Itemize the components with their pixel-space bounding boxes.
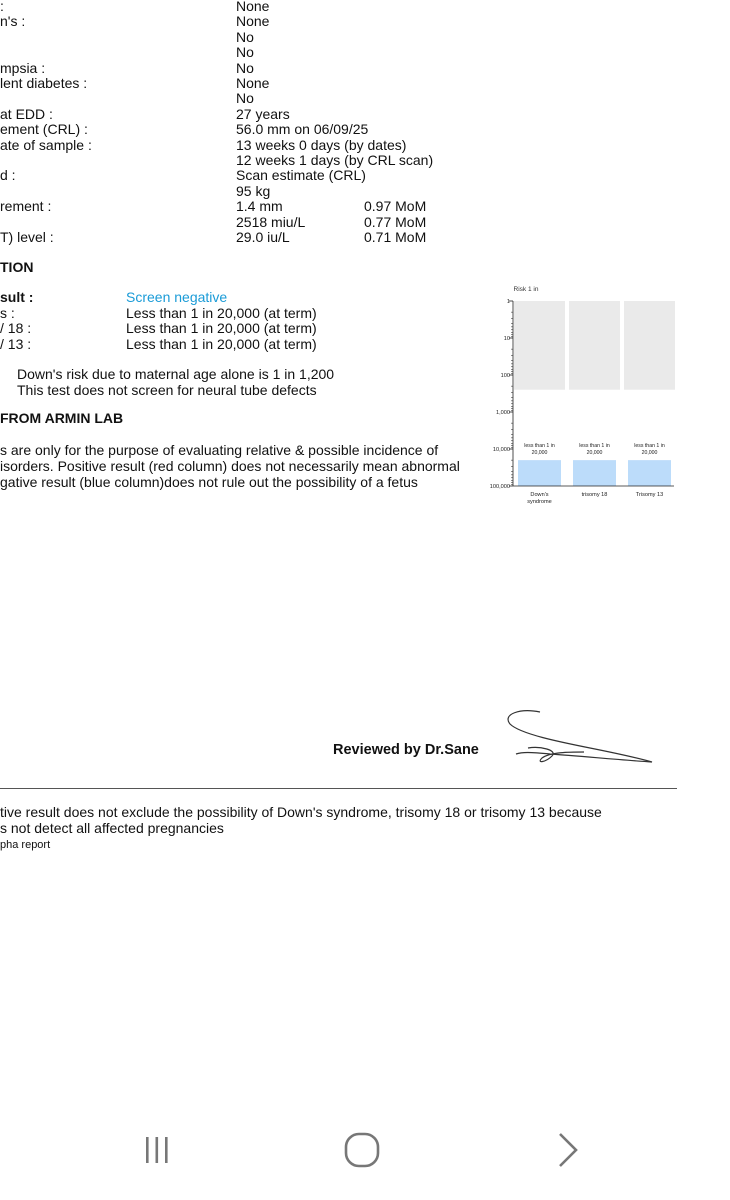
- y-tick-label: 10: [503, 336, 510, 342]
- x-tick-label: trisomy 18: [581, 492, 608, 498]
- footnote-small: pha report: [0, 839, 51, 851]
- patient-row-value: No: [236, 59, 254, 76]
- chart-title: Risk 1 in: [513, 286, 539, 293]
- y-tick-label: 1,000: [496, 410, 510, 416]
- patient-row-label: n's :: [0, 13, 26, 30]
- system-navigation-bar: [0, 1110, 730, 1190]
- home-button[interactable]: [332, 1128, 392, 1172]
- risk-bar: [518, 460, 561, 486]
- patient-row-value: 27 years: [236, 105, 290, 122]
- patient-row-value: 1.4 mm: [236, 198, 283, 215]
- risk-zone-band: [514, 301, 565, 390]
- patient-row-label: ate of sample :: [0, 136, 92, 153]
- patient-row-value: Scan estimate (CRL): [236, 167, 366, 184]
- y-tick-label: 10,000: [492, 447, 510, 453]
- risk-value: Less than 1 in 20,000 (at term): [126, 335, 317, 352]
- maternal-age-note: Down's risk due to maternal age alone is 1 in 1,200: [17, 366, 335, 382]
- patient-row-label: rement :: [0, 198, 52, 215]
- patient-row-value: No: [236, 44, 254, 61]
- patient-row-mom: 0.97 MoM: [364, 198, 427, 215]
- patient-row-mom: 0.71 MoM: [364, 229, 427, 245]
- back-button[interactable]: [537, 1128, 597, 1172]
- patient-row-label: ement (CRL) :: [0, 121, 88, 138]
- patient-row-label: T) level :: [0, 229, 54, 245]
- patient-row-value: 12 weeks 1 days (by CRL scan): [236, 152, 434, 168]
- lab-note-line-2: isorders. Positive result (red column) does not necessarily mean abnormal: [0, 458, 460, 474]
- risk-value: Less than 1 in 20,000 (at term): [126, 304, 317, 321]
- patient-row-mom: 0.77 MoM: [364, 213, 427, 230]
- patient-row-value: None: [236, 75, 270, 91]
- patient-row-value: 2518 miu/L: [236, 213, 306, 230]
- bar-data-label: 20,000: [586, 450, 603, 456]
- x-tick-label: Trisomy 13: [635, 492, 664, 498]
- x-tick-label: syndrome: [527, 499, 552, 505]
- reviewed-by-label: Reviewed by Dr.Sane: [333, 742, 479, 758]
- bar-data-label: less than 1 in: [579, 443, 610, 449]
- risk-value: Less than 1 in 20,000 (at term): [126, 320, 317, 336]
- bar-data-label: less than 1 in: [634, 443, 665, 449]
- footnote-line-1: tive result does not exclude the possibility of Down's syndrome, trisomy 18 or trisomy 13 because: [0, 804, 602, 820]
- x-tick-label: Down's: [530, 492, 549, 498]
- chevron-right-icon: [549, 1130, 585, 1170]
- risk-zone-band: [569, 301, 620, 390]
- patient-row-label: :: [0, 0, 4, 14]
- patient-row-value: 95 kg: [236, 182, 271, 199]
- recent-apps-icon: [139, 1132, 175, 1168]
- y-tick-label: 100: [500, 373, 510, 379]
- patient-row-value: None: [236, 0, 270, 14]
- screen-result-value: Screen negative: [126, 289, 228, 305]
- interpretation-label: / 13 :: [0, 335, 32, 352]
- y-tick-label: 1: [506, 299, 510, 305]
- risk-bar: [573, 460, 616, 486]
- section-divider: [0, 788, 677, 789]
- patient-row-label: mpsia :: [0, 59, 46, 76]
- risk-zone-band: [624, 301, 675, 390]
- lab-heading: FROM ARMIN LAB: [0, 410, 124, 426]
- ntd-note: This test does not screen for neural tube defects: [17, 382, 317, 398]
- patient-row-label: at EDD :: [0, 105, 53, 122]
- signature-image: [500, 700, 660, 775]
- lab-note-line-1: s are only for the purpose of evaluating relative & possible incidence of: [0, 442, 439, 458]
- interpretation-label: / 18 :: [0, 320, 32, 336]
- recent-apps-button[interactable]: [127, 1128, 187, 1172]
- footnote-line-2: s not detect all affected pregnancies: [0, 820, 224, 836]
- interpretation-label: s :: [0, 304, 15, 321]
- patient-row-value: No: [236, 28, 254, 45]
- patient-row-value: 29.0 iu/L: [236, 229, 290, 245]
- interpretation-heading: TION: [0, 259, 34, 275]
- risk-chart: [476, 280, 676, 512]
- patient-row-value: 13 weeks 0 days (by dates): [236, 136, 407, 153]
- patient-row-label: d :: [0, 167, 16, 184]
- patient-row-value: No: [236, 90, 254, 107]
- risk-bar: [628, 460, 671, 486]
- bar-data-label: less than 1 in: [524, 443, 555, 449]
- interpretation-label: sult :: [0, 289, 34, 305]
- home-icon: [342, 1130, 382, 1170]
- bar-data-label: 20,000: [641, 450, 658, 456]
- patient-row-value: None: [236, 13, 270, 30]
- patient-row-value: 56.0 mm on 06/09/25: [236, 121, 369, 138]
- bar-data-label: 20,000: [531, 450, 548, 456]
- patient-row-label: lent diabetes :: [0, 75, 88, 91]
- lab-note-line-3: gative result (blue column)does not rule out the possibility of a fetus: [0, 474, 418, 490]
- y-tick-label: 100,000: [489, 484, 510, 490]
